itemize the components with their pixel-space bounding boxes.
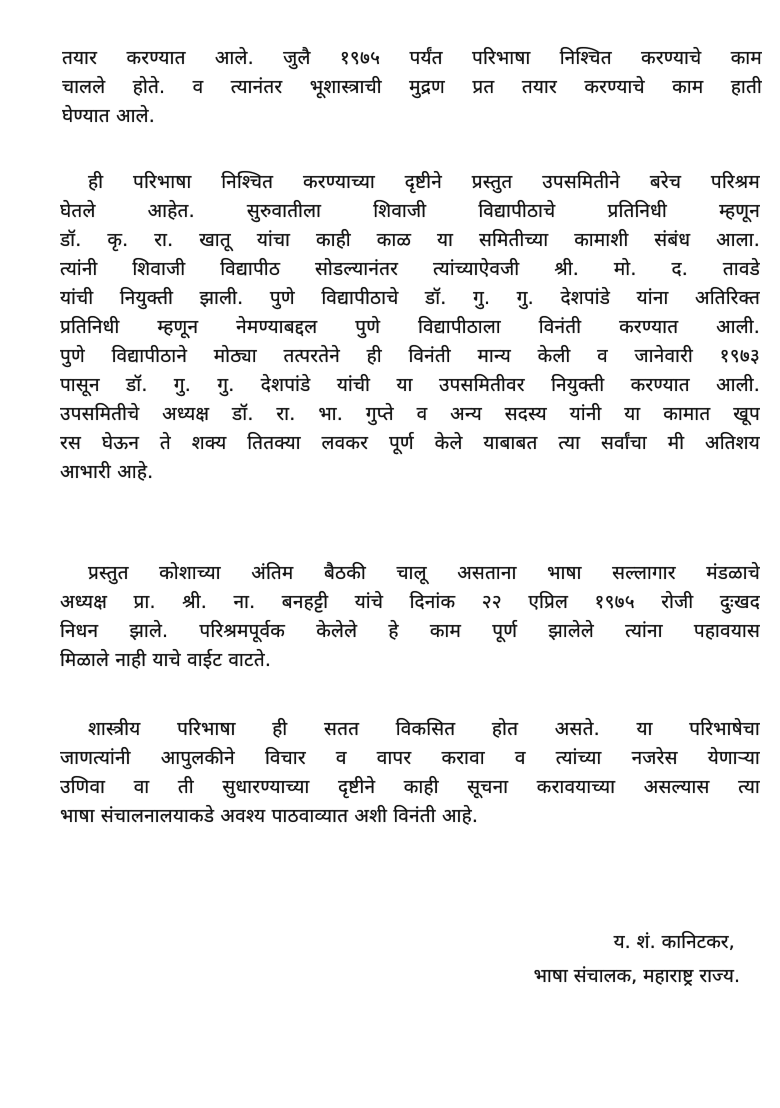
text-line: उणिवा वा ती सुधारण्याच्या दृष्टीने काही सूचना करावयाच्या असल्यास त्या xyxy=(60,776,760,798)
text-line: ही परिभाषा निश्चित करण्याच्या दृष्टीने प्रस्तुत उपसमितीने बरेच परिश्रम xyxy=(88,171,760,193)
text-line: मिळाले नाही याचे वाईट वाटते. xyxy=(60,649,272,671)
text-line: तयार करण्यात आले. जुलै १९७५ पर्यंत परिभाषा निश्चित करण्याचे काम xyxy=(62,47,762,69)
text-line: रस घेऊन ते शक्य तितक्या लवकर पूर्ण केले याबाबत त्या सर्वांचा मी अतिशय xyxy=(60,432,760,454)
text-line: उपसमितीचे अध्यक्ष डॉ. रा. भा. गुप्ते व अन्य सदस्य यांनी या कामात खूप xyxy=(60,403,760,425)
signature-block xyxy=(534,925,740,993)
text-line: पासून डॉ. गु. गु. देशपांडे यांची या उपसमितीवर नियुक्ती करण्यात आली. xyxy=(60,374,760,396)
text-line: आभारी आहे. xyxy=(60,461,154,483)
text-line: त्यांनी शिवाजी विद्यापीठ सोडल्यानंतर त्यांच्याऐवजी श्री. मो. द. तावडे xyxy=(60,258,760,280)
text-line: जाणत्यांनी आपुलकीने विचार व वापर करावा व त्यांच्या नजरेस येणाऱ्या xyxy=(60,747,760,769)
text-line: अध्यक्ष प्रा. श्री. ना. बनहट्टी यांचे दिनांक २२ एप्रिल १९७५ रोजी दुःखद xyxy=(60,591,760,613)
text-line: यांची नियुक्ती झाली. पुणे विद्यापीठाचे डॉ. गु. गु. देशपांडे यांना अतिरिक्त xyxy=(60,287,760,309)
text-line: डॉ. कृ. रा. खातू यांचा काही काळ या समितीच्या कामाशी संबंध आला. xyxy=(60,229,760,251)
text-line: पुणे विद्यापीठाने मोठ्या तत्परतेने ही विनंती मान्य केली व जानेवारी १९७३ xyxy=(60,345,760,367)
text-line: शास्त्रीय परिभाषा ही सतत विकसित होत असते. या परिभाषेचा xyxy=(88,718,760,740)
text-line: प्रतिनिधी म्हणून नेमण्याबद्दल पुणे विद्यापीठाला विनंती करण्यात आली. xyxy=(60,316,760,338)
text-line: घेतले आहेत. सुरुवातीला शिवाजी विद्यापीठाचे प्रतिनिधी म्हणून xyxy=(60,200,760,222)
text-line: भाषा संचालनालयाकडे अवश्य पाठवाव्यात अशी विनंती आहे. xyxy=(60,805,479,827)
text-line: निधन झाले. परिश्रमपूर्वक केलेले हे काम पूर्ण झालेले त्यांना पहावयास xyxy=(60,620,760,642)
paragraph-continuation xyxy=(62,44,762,131)
signatory-name: य. शं. कानिटकर, xyxy=(613,931,735,953)
text-line: चालले होते. व त्यानंतर भूशास्त्राची मुद्रण प्रत तयार करण्याचे काम हाती xyxy=(62,76,762,98)
text-line: घेण्यात आले. xyxy=(62,105,156,127)
signatory-designation: भाषा संचालक, महाराष्ट्र राज्य. xyxy=(533,965,740,987)
paragraph-acknowledgement xyxy=(60,168,760,487)
paragraph-request xyxy=(60,715,760,831)
paragraph-condolence xyxy=(60,559,760,675)
text-line: प्रस्तुत कोशाच्या अंतिम बैठकी चालू असताना भाषा सल्लागार मंडळाचे xyxy=(88,562,760,584)
